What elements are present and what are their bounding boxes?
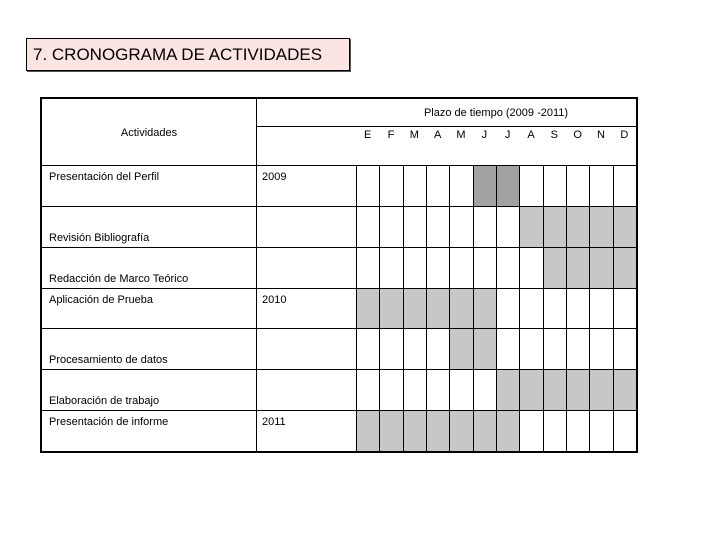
month-header: E (363, 129, 372, 141)
grid-line (256, 126, 636, 127)
grid-line (403, 165, 404, 451)
gantt-bar-cell (566, 206, 589, 247)
month-header: A (433, 129, 442, 141)
activities-header: Actividades (120, 127, 178, 139)
month-header: M (409, 129, 419, 141)
grid-line (42, 288, 636, 289)
month-header: M (456, 129, 466, 141)
activity-label: Presentación del Perfil (49, 171, 160, 183)
gantt-bar-cell (449, 328, 472, 369)
gantt-bar-cell (496, 165, 519, 206)
month-header: F (387, 129, 395, 141)
gantt-bar-cell (566, 247, 589, 288)
gantt-bar-cell (519, 369, 542, 410)
grid-line (256, 99, 257, 451)
gantt-bar-cell (403, 410, 426, 451)
gantt-bar-cell (566, 369, 589, 410)
gantt-bar-cell (473, 410, 496, 451)
grid-line (449, 165, 450, 451)
month-header: D (620, 129, 629, 141)
activity-label: Aplicación de Prueba (49, 293, 153, 306)
month-header: O (573, 129, 582, 141)
gantt-bar-cell (519, 206, 542, 247)
gantt-bar-cell (543, 369, 566, 410)
month-header: A (527, 129, 535, 141)
year-label: 2009 (262, 171, 287, 183)
gantt-bar-cell (426, 288, 449, 329)
gantt-bar-cell (379, 288, 402, 329)
gantt-bar-cell (473, 165, 496, 206)
grid-line (589, 165, 590, 451)
gantt-bar-cell (403, 288, 426, 329)
year-label: 2010 (262, 293, 287, 306)
grid-line (519, 165, 520, 451)
grid-line (42, 369, 636, 370)
grid-line (566, 165, 567, 451)
year-label: 2011 (262, 416, 286, 429)
grid-line (42, 247, 636, 248)
month-header: J (481, 129, 488, 141)
section-title-box (26, 38, 350, 71)
gantt-bar-cell (449, 410, 472, 451)
gantt-bar-cell (473, 288, 496, 329)
gantt-bar-cell (356, 288, 379, 329)
grid-line (496, 165, 497, 451)
month-header: N (597, 129, 605, 141)
activity-label: Redacción de Marco Teórico (49, 272, 189, 285)
grid-line (356, 165, 357, 451)
gantt-bar-cell (496, 410, 519, 451)
grid-line (379, 165, 380, 451)
month-header: S (550, 129, 558, 141)
grid-line (42, 206, 636, 207)
gantt-bar-cell (613, 206, 636, 247)
month-header: J (504, 129, 511, 141)
section-title: 7. CRONOGRAMA DE ACTIVIDADES (33, 44, 323, 64)
grid-line (42, 165, 636, 166)
gantt-bar-cell (449, 288, 472, 329)
gantt-bar-cell (613, 369, 636, 410)
gantt-bar-cell (543, 247, 566, 288)
activity-label: Revisión Bibliografía (49, 231, 150, 244)
gantt-bar-cell (496, 369, 519, 410)
gantt-bar-cell (589, 206, 612, 247)
gantt-bar-cell (613, 247, 636, 288)
gantt-bar-cell (543, 206, 566, 247)
activity-label: Procesamiento de datos (49, 354, 168, 367)
grid-line (426, 165, 427, 451)
grid-line (613, 165, 614, 451)
gantt-bar-cell (589, 369, 612, 410)
grid-line (473, 165, 474, 451)
gantt-bar-cell (589, 247, 612, 288)
activity-label: Presentación de informe (49, 416, 169, 429)
grid-line (42, 410, 636, 411)
activity-label: Elaboración de trabajo (49, 395, 160, 408)
grid-line (42, 328, 636, 329)
schedule-table (40, 97, 638, 453)
gantt-bar-cell (473, 328, 496, 369)
gantt-bar-cell (379, 410, 402, 451)
grid-line (543, 165, 544, 451)
gantt-bar-cell (426, 410, 449, 451)
gantt-bar-cell (356, 410, 379, 451)
period-header: Plazo de tiempo (2009 -2011) (423, 107, 569, 119)
